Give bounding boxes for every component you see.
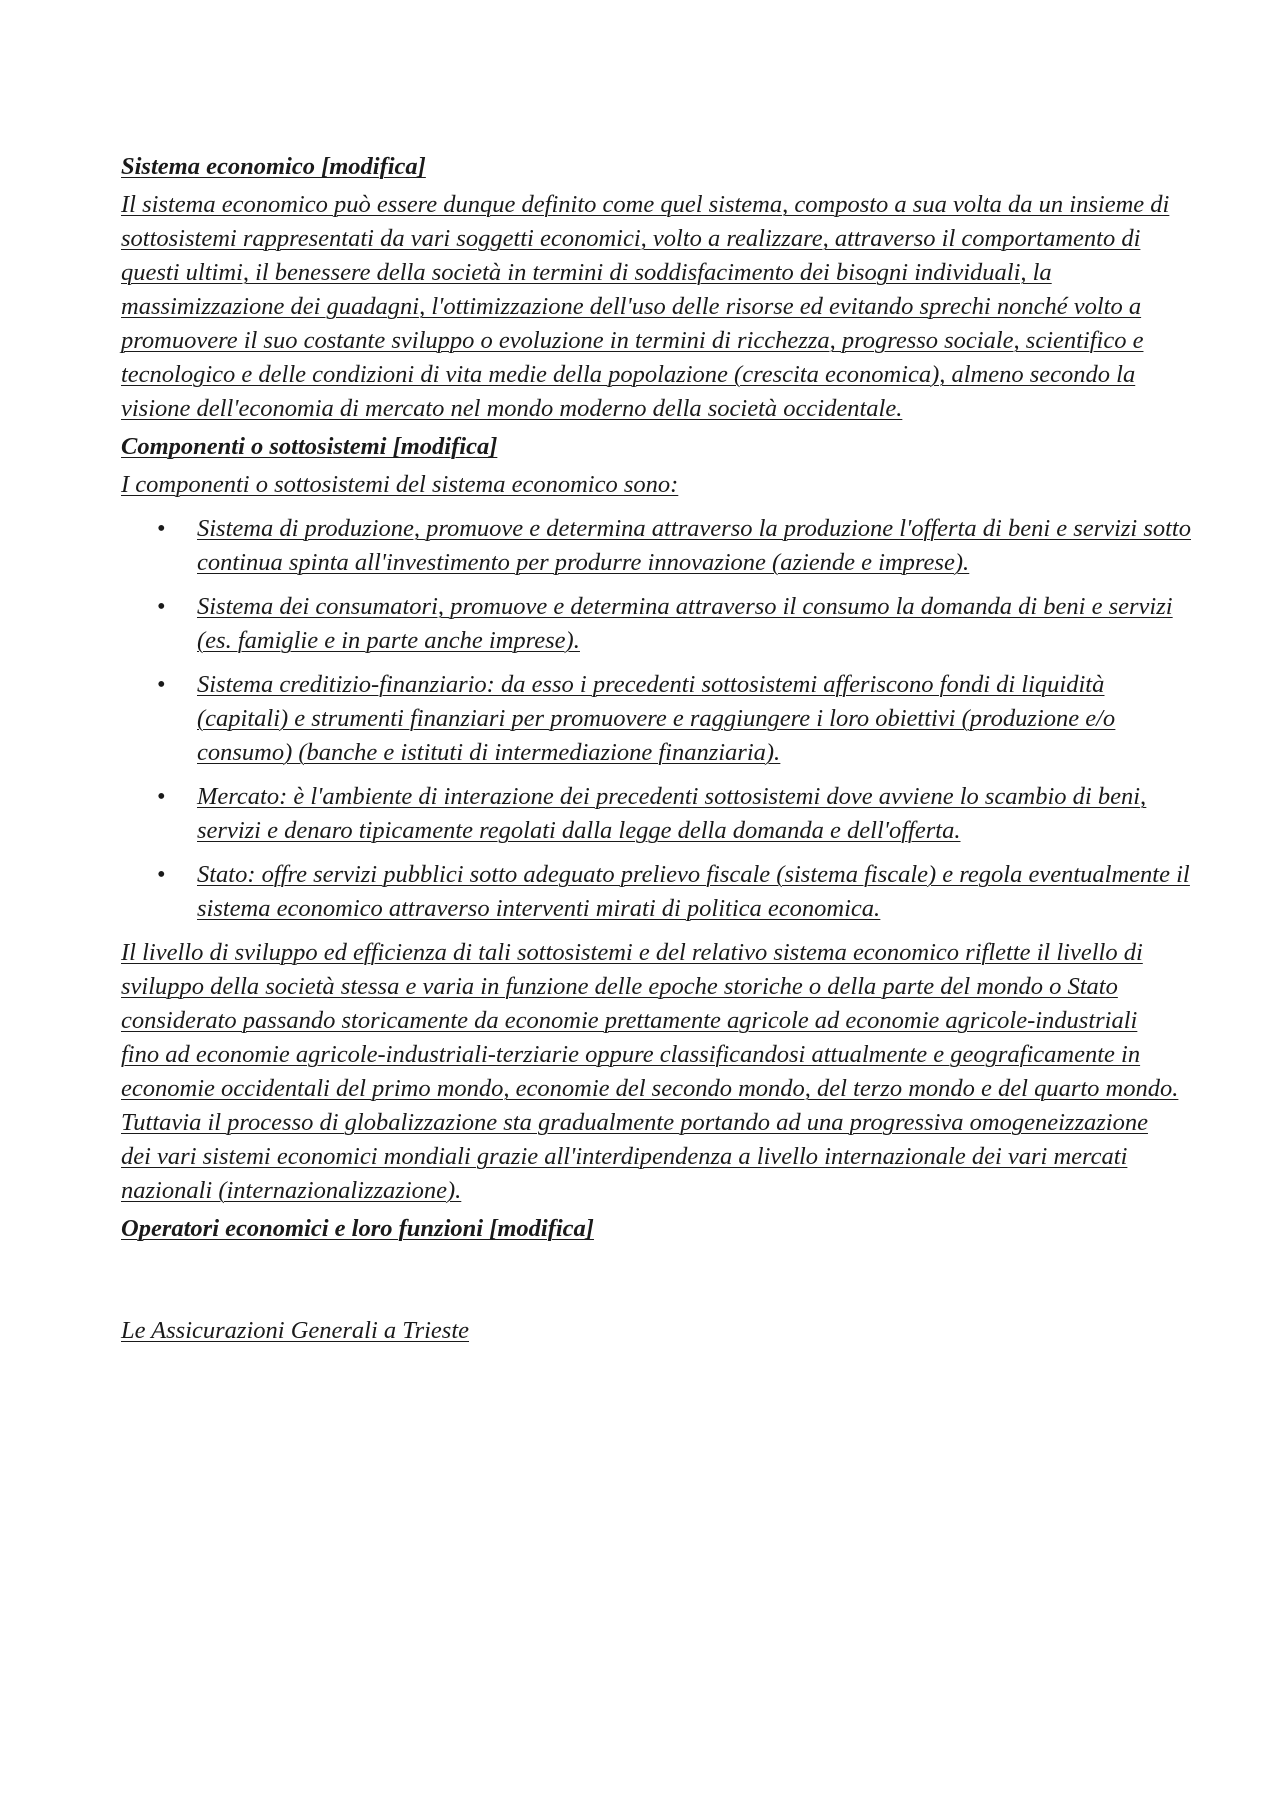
bullet-icon: • [157, 783, 166, 810]
list-item [121, 590, 1197, 658]
bullet-icon: • [157, 671, 166, 698]
heading-operatori[interactable]: Operatori economici e loro funzioni [modifica] [121, 1215, 594, 1242]
bullet-icon: • [157, 515, 166, 542]
list-item [121, 512, 1197, 580]
list-item [121, 668, 1197, 770]
list-item-text: Sistema di produzione, promuove e determina attraverso la produzione l'offerta di beni e servizi sotto continua spinta all'investimento per produrre innovazione (aziende e imprese). [197, 515, 1191, 576]
list-item-text: Sistema dei consumatori, promuove e determina attraverso il consumo la domanda di beni e servizi (es. famiglie e in parte anche imprese). [197, 593, 1173, 654]
components-list [121, 512, 1191, 926]
paragraph-componenti-intro: I componenti o sottosistemi del sistema economico sono: [121, 471, 679, 498]
paragraph-sistema-economico: Il sistema economico può essere dunque definito come quel sistema, composto a sua volta da un insieme di sottosistemi rappresentati da vari soggetti economici, volto a realizzare, attraverso il comportamento di questi ultimi, il benessere della società in termini di soddisfacimento dei bisogni individuali, la massimizzazione dei guadagni, l'ottimizzazione dell'uso delle risorse ed evitando sprechi nonché volto a promuovere il suo costante sviluppo o evoluzione in termini di ricchezza, progresso sociale, scientifico e tecnologico e delle condizioni di vita medie della popolazione (crescita economica), almeno secondo la visione dell'economia di mercato nel mondo moderno della società occidentale. [121, 191, 1170, 422]
list-item-text: Mercato: è l'ambiente di interazione dei precedenti sottosistemi dove avviene lo scambio di beni, servizi e denaro tipicamente regolati dalla legge della domanda e dell'offerta. [197, 783, 1147, 844]
list-item-text: Stato: offre servizi pubblici sotto adeguato prelievo fiscale (sistema fiscale) e regola eventualmente il sistema economico attraverso interventi mirati di politica economica. [197, 861, 1190, 922]
paragraph-sviluppo: Il livello di sviluppo ed efficienza di tali sottosistemi e del relativo sistema economico riflette il livello di sviluppo della società stessa e varia in funzione delle epoche storiche o della parte del mondo o Stato considerato passando storicamente da economie prettamente agricole ad economie agricole-industriali fino ad economie agricole-industriali-terziarie oppure classificandosi attualmente e geograficamente in economie occidentali del primo mondo, economie del secondo mondo, del terzo mondo e del quarto mondo. Tuttavia il processo di globalizzazione sta gradualmente portando ad una progressiva omogeneizzazione dei vari sistemi economici mondiali grazie all'interdipendenza a livello internazionale dei vari mercati nazionali (internazionalizzazione). [121, 939, 1179, 1204]
image-caption: Le Assicurazioni Generali a Trieste [121, 1317, 470, 1344]
list-item [121, 780, 1197, 848]
list-item-text: Sistema creditizio-finanziario: da esso i precedenti sottosistemi afferiscono fondi di liquidità (capitali) e strumenti finanziari per promuovere e raggiungere i loro obiettivi (produzione e/o consumo) (banche e istituti di intermediazione finanziaria). [197, 671, 1116, 766]
document-page [121, 150, 1191, 1348]
heading-componenti[interactable]: Componenti o sottosistemi [modifica] [121, 433, 498, 460]
list-item [121, 858, 1197, 926]
bullet-icon: • [157, 593, 166, 620]
bullet-icon: • [157, 861, 166, 888]
heading-sistema-economico[interactable]: Sistema economico [modifica] [121, 153, 426, 180]
